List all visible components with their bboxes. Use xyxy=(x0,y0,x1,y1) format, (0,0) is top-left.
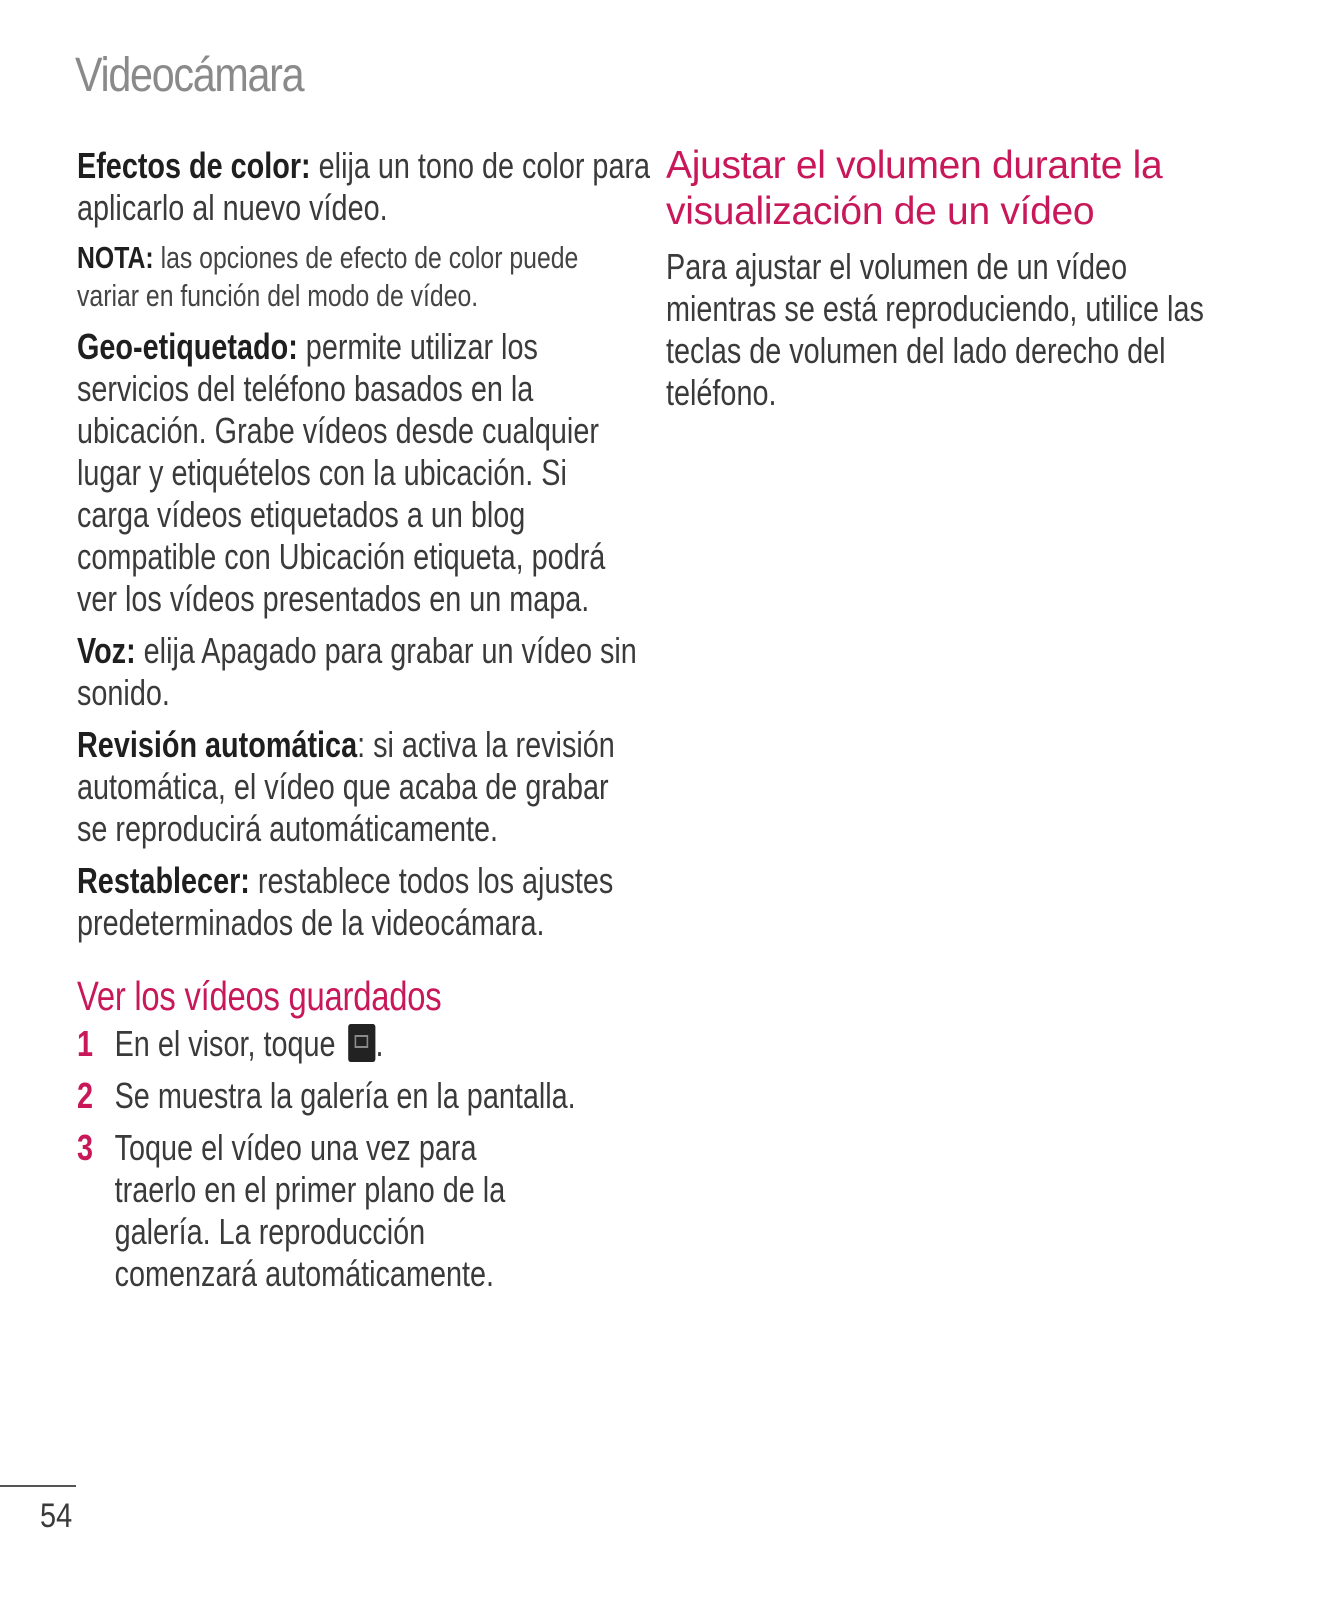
step-text xyxy=(115,1023,717,1065)
efectos-label: Efectos de color: xyxy=(77,145,311,186)
efectos-paragraph xyxy=(77,145,717,229)
section-heading-volume: Ajustar el volumen durante la visualización de un vídeo xyxy=(666,144,1163,233)
nota-label: NOTA: xyxy=(77,240,154,275)
step-3 xyxy=(77,1127,557,1295)
right-column xyxy=(666,143,1306,424)
step-number: 1 xyxy=(77,1023,94,1064)
nota-text: las opciones de efecto de color puede variar en función del modo de vídeo. xyxy=(77,240,579,313)
step-1-period: . xyxy=(375,1023,384,1064)
page-title: Videocámara xyxy=(75,49,304,102)
efectos-text: elija un tono de color para aplicarlo al nuevo vídeo. xyxy=(77,145,651,228)
step-number: 2 xyxy=(77,1075,94,1116)
gallery-icon xyxy=(348,1024,375,1062)
step-1 xyxy=(77,1023,717,1065)
geo-text: permite utilizar los servicios del teléfono basados en la ubicación. Grabe vídeos desde cualquier lugar y etiquételos con la ubicación. Si carga vídeos etiquetados a un blog compatible con Ubicación etiqueta, podrá ver los vídeos presentados en un mapa. xyxy=(77,326,606,619)
step-number: 3 xyxy=(77,1127,94,1168)
step-text: Se muestra la galería en la pantalla. xyxy=(114,1075,576,1116)
section-heading-videos: Ver los vídeos guardados xyxy=(77,973,442,1019)
footer-rule xyxy=(0,1485,76,1487)
restablecer-paragraph xyxy=(77,860,621,944)
geo-label: Geo-etiquetado: xyxy=(77,326,298,367)
left-column xyxy=(77,145,717,1305)
revision-label: Revisión automática xyxy=(77,724,358,765)
step-text: Toque el vídeo una vez para traerlo en el primer plano de la galería. La reproducción comenzará automáticamente. xyxy=(114,1127,506,1294)
geo-paragraph xyxy=(77,326,637,620)
volume-paragraph: Para ajustar el volumen de un vídeo mientras se está reproduciendo, utilice las teclas de volumen del lado derecho del teléfono. xyxy=(666,246,1204,413)
step-2 xyxy=(77,1075,717,1117)
voz-paragraph xyxy=(77,630,637,714)
restablecer-text: restablece todos los ajustes predeterminados de la videocámara. xyxy=(77,860,614,943)
step-1-text: En el visor, toque xyxy=(114,1023,344,1064)
revision-text: : si activa la revisión automática, el vídeo que acaba de grabar se reproducirá automáticamente. xyxy=(77,724,615,849)
page-number: 54 xyxy=(40,1497,73,1535)
voz-label: Voz: xyxy=(77,630,136,671)
nota-paragraph xyxy=(77,239,629,315)
voz-text: elija Apagado para grabar un vídeo sin sonido. xyxy=(77,630,637,713)
restablecer-label: Restablecer: xyxy=(77,860,250,901)
revision-paragraph xyxy=(77,724,637,850)
